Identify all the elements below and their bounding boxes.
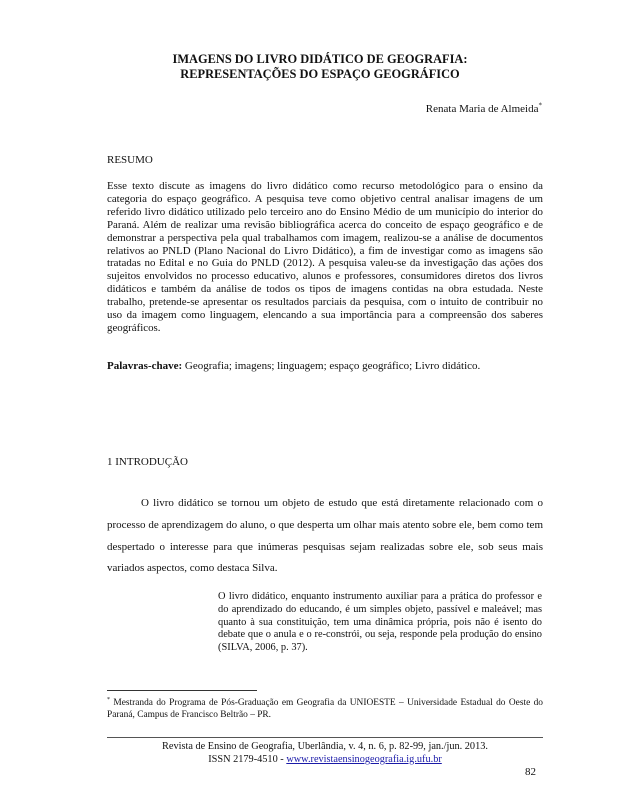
keywords-list: Geografia; imagens; linguagem; espaço geográfico; Livro didático. (182, 360, 481, 372)
footnote (107, 697, 543, 721)
article-title-line-2: REPRESENTAÇÕES DO ESPAÇO GEOGRÁFICO (180, 67, 460, 81)
footnote-text: Mestranda do Programa de Pós-Graduação em Geografia da UNIOESTE – Universidade Estadual do Oeste do Paraná, Campus de Francisco Beltrão – PR. (107, 698, 543, 720)
keywords (107, 360, 543, 372)
article-title-line-1: IMAGENS DO LIVRO DIDÁTICO DE GEOGRAFIA: (172, 52, 468, 66)
author-byline (426, 103, 542, 115)
page-number: 82 (525, 766, 536, 778)
journal-issn-line (107, 754, 543, 767)
footnote-divider (107, 690, 257, 691)
introduction-paragraph: O livro didático se tornou um objeto de estudo que está diretamente relacionado com o processo de aprendizagem do aluno, o que desperta um olhar mais atento sobre ele, bem como tem despertado o interesse para que inúmeras pesquisas sejam realizadas sobre ele, sob seus mais variados aspectos, como destaca Silva. (107, 497, 543, 575)
journal-footer (107, 741, 543, 766)
author-name: Renata Maria de Almeida (425, 103, 539, 115)
block-quote: O livro didático, enquanto instrumento auxiliar para a prática do professor e do aprendizado do educando, é um simples objeto, passível e maleável; mas quanto à sua constituição, tem uma dinâmica própria, pois não é isento do debate que o anula e o re-constrói, ou seja, responde pela produção do ensino (SILVA, 2006, p. 37). (218, 591, 542, 654)
journal-issn: ISSN 2179-4510 - (208, 753, 287, 765)
footnote-mark: * (107, 696, 110, 703)
journal-website-link[interactable]: www.revistaensinogeografia.ig.ufu.br (286, 753, 442, 765)
section-heading-introduction: 1 INTRODUÇÃO (107, 456, 188, 468)
page-footer-divider (107, 737, 543, 738)
article-title (100, 52, 540, 82)
author-footnote-mark: * (538, 101, 542, 110)
keywords-label: Palavras-chave: (107, 360, 183, 372)
journal-citation: Revista de Ensino de Geografia, Uberlândia, v. 4, n. 6, p. 82-99, jan./jun. 2013. (162, 741, 488, 752)
abstract-heading: RESUMO (107, 154, 153, 166)
abstract-text: Esse texto discute as imagens do livro didático como recurso metodológico para o ensino da categoria do espaço geográfico. A pesquisa teve como objetivo central analisar imagens de um referido livro didático utilizado pelo terceiro ano do Ensino Médio de um município do interior do Paraná. Além de realizar uma revisão bibliográfica acerca do conceito de espaço geográfico e de demonstrar a perspectiva pela qual trabalhamos com imagem, realizou-se a análise de documentos relativos ao PNLD (Plano Nacional do Livro Didático), a fim de investigar como as imagens são tratadas no Edital e no Guia do PNLD (2012). A pesquisa valeu-se da investigação das ações dos sujeitos envolvidos no processo educativo, alunos e professores, consumidores diretos dos livros didáticos e também da análise de todos os tipos de imagens contidas na obra estudada. Neste trabalho, pretende-se apresentar os resultados parciais da pesquisa, com o intuito de contribuir no uso da imagem como linguagem, elencando a sua importância para a compreensão dos saberes geográficos. (107, 180, 543, 334)
